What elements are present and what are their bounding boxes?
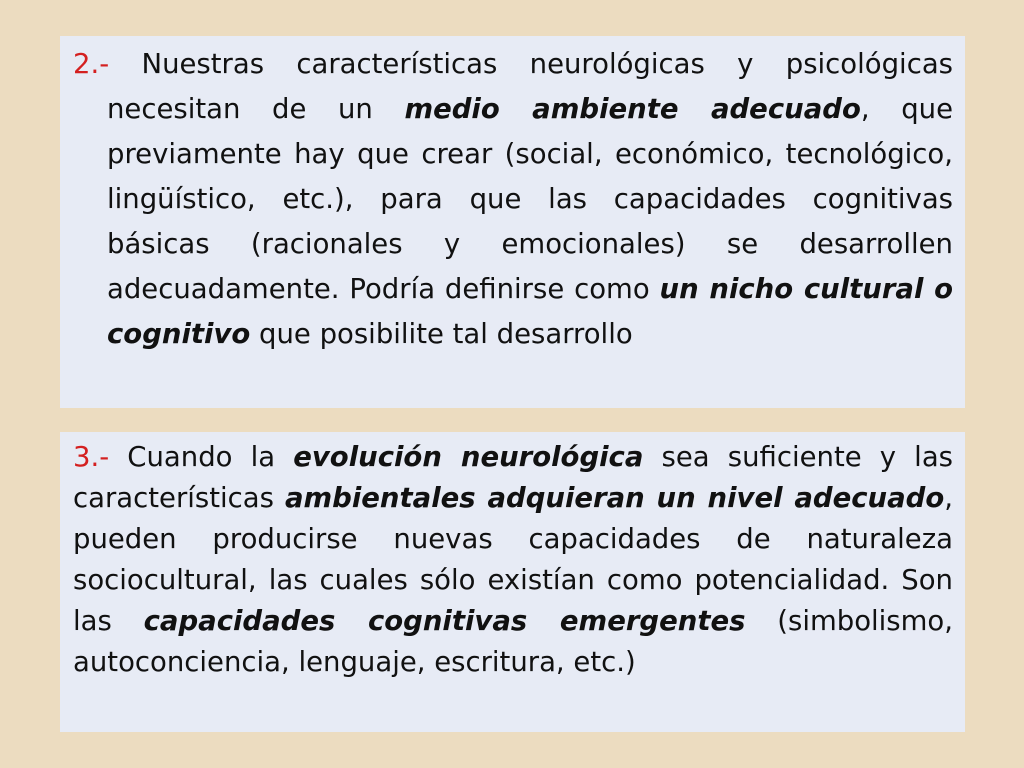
point-2-text-1: Nuestras características neurológicas y psicológicas necesitan de un xyxy=(107,48,953,125)
point-3-text-1: Cuando la xyxy=(109,441,294,473)
point-3-paragraph xyxy=(73,437,953,683)
point-2-emphasis-1: medio ambiente adecuado xyxy=(404,93,861,125)
point-2-paragraph xyxy=(73,42,953,357)
point-2-text-3: que posibilite tal desarrollo xyxy=(250,318,633,350)
point-3-text-3: , pueden producirse nuevas capacidades de naturaleza sociocultural, las cuales sólo existían como potencialidad. Son las xyxy=(73,482,953,637)
point-3-emphasis-3: capacidades cognitivas emergentes xyxy=(143,605,746,637)
point-3-panel xyxy=(60,432,965,732)
point-3-emphasis-2: ambientales adquieran un nivel adecuado xyxy=(284,482,945,514)
point-2-number: 2.- xyxy=(73,48,110,80)
point-3-text-4: (simbolismo, autoconciencia, lenguaje, escritura, etc.) xyxy=(73,605,953,678)
point-2-text-2: , que previamente hay que crear (social, económico, tecnológico, lingüístico, etc.), para que las capacidades cognitivas básicas (racionales y emocionales) se desarrollen adecuadamente. Podría definirse como xyxy=(107,93,953,305)
point-2-emphasis-2: un nicho cultural o cognitivo xyxy=(107,273,953,350)
point-3-emphasis-1: evolución neurológica xyxy=(293,441,644,473)
point-2-panel xyxy=(60,36,965,408)
point-3-text-2: sea suficiente y las características xyxy=(73,441,953,514)
point-3-number: 3.- xyxy=(73,441,110,473)
